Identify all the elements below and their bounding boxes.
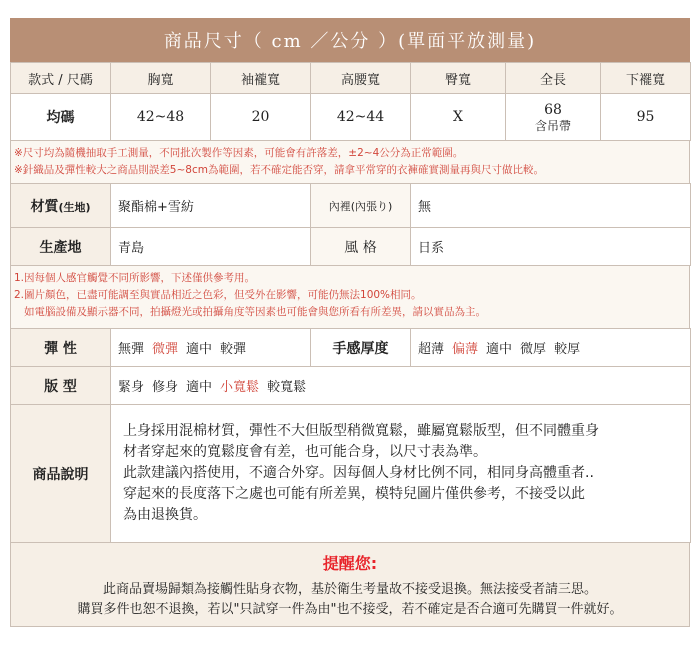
header-hip: 臀寬 — [411, 63, 506, 94]
reminder-line-2: 購買多件也恕不退換，若以"只試穿一件為由"也不接受，若不確定是否合適可先購買一件就好。 — [77, 602, 623, 617]
size-table-title: 商品尺寸（ cm ／公分 ）(單面平放測量) — [10, 18, 690, 62]
header-armhole: 袖襱寬 — [211, 63, 311, 94]
origin-row — [11, 228, 691, 266]
description-line: 材者穿起來的寬鬆度會有差，也可能合身，以尺寸表為準。 — [123, 444, 487, 460]
color-notes — [10, 266, 690, 328]
material-table — [10, 183, 691, 266]
thickness-option: 較厚 — [554, 342, 581, 357]
fit-option: 適中 — [186, 380, 213, 395]
thickness-option: 適中 — [486, 342, 513, 357]
fit-options — [111, 367, 691, 405]
chest-value: 42~48 — [111, 94, 211, 141]
thickness-option: 微厚 — [520, 342, 547, 357]
hip-value: X — [411, 94, 506, 141]
elasticity-option: 適中 — [186, 342, 213, 357]
fit-label: 版 型 — [11, 367, 111, 405]
material-label: 材質 — [30, 198, 59, 215]
armhole-value: 20 — [211, 94, 311, 141]
origin-value: 青島 — [111, 228, 311, 266]
fit-option: 較寬鬆 — [267, 380, 307, 395]
description-line: 穿起來的長度落下之處也可能有所差異，模特兒圖片僅供參考，不接受以此 — [123, 486, 585, 502]
material-label-cell — [11, 184, 111, 228]
header-size: 款式 / 尺碼 — [11, 63, 111, 94]
header-high-waist: 高腰寬 — [311, 63, 411, 94]
size-table-header-row — [11, 63, 691, 94]
color-note-3: 如電腦設備及顯示器不同，拍攝燈光或拍攝角度等因素也可能會與您所看有所差異，請以實品為主。 — [24, 306, 486, 318]
fit-row — [11, 367, 691, 405]
origin-label: 生產地 — [11, 228, 111, 266]
description-line: 為由退換貨。 — [123, 507, 207, 523]
color-note-1: 1.因每個人感官觸覺不同所影響，下述僅供參考用。 — [14, 272, 256, 284]
description-label: 商品說明 — [11, 405, 111, 543]
size-notes — [10, 141, 690, 183]
length-cell — [506, 94, 601, 141]
material-row — [11, 184, 691, 228]
elasticity-row — [11, 329, 691, 367]
thickness-option: 超薄 — [418, 342, 445, 357]
reminder-line-1: 此商品賣場歸類為接觸性貼身衣物，基於衛生考量故不接受退換。無法接受者請三思。 — [102, 582, 597, 597]
high-waist-value: 42~44 — [311, 94, 411, 141]
elasticity-option: 較彈 — [220, 342, 247, 357]
size-table-row — [11, 94, 691, 141]
fit-option: 修身 — [152, 380, 179, 395]
color-note-2: 2.圖片顏色，已盡可能調至與實品相近之色彩，但受外在影響，可能仍無法100%相同。 — [14, 289, 422, 301]
description-text — [111, 405, 691, 543]
thickness-options — [411, 329, 691, 367]
attributes-table — [10, 328, 691, 543]
thickness-label: 手感厚度 — [311, 329, 411, 367]
reminder-title: 提醒您: — [322, 554, 378, 573]
header-hem: 下襬寬 — [601, 63, 691, 94]
size-table — [10, 62, 691, 141]
fit-option: 緊身 — [118, 380, 145, 395]
style-label: 風 格 — [311, 228, 411, 266]
size-note-1: ※尺寸均為隨機抽取手工測量，不同批次製作等因素，可能會有許落差，±2~4公分為正常範圍。 — [14, 147, 464, 159]
material-value: 聚酯棉+雪紡 — [111, 184, 311, 228]
description-line: 此款建議內搭使用，不適合外穿。因每個人身材比例不同，相同身高體重者.. — [123, 465, 594, 481]
header-chest: 胸寬 — [111, 63, 211, 94]
elasticity-options — [111, 329, 311, 367]
hem-value: 95 — [601, 94, 691, 141]
size-note-2: ※針織品及彈性較大之商品則誤差5~8cm為範圍，若不確定能否穿，請拿平常穿的衣褲確實測量再與尺寸做比較。 — [14, 164, 544, 176]
size-value: 均碼 — [11, 94, 111, 141]
header-length: 全長 — [506, 63, 601, 94]
lining-value: 無 — [411, 184, 691, 228]
lining-label: 內裡(內張り) — [311, 184, 411, 228]
fit-option-selected: 小寬鬆 — [220, 380, 260, 395]
style-value: 日系 — [411, 228, 691, 266]
product-info-panel — [10, 18, 690, 627]
material-label-sub: (生地) — [58, 200, 91, 214]
length-note: 含吊帶 — [534, 119, 571, 133]
elasticity-option: 無彈 — [118, 342, 145, 357]
reminder-box — [10, 543, 690, 627]
description-row — [11, 405, 691, 543]
description-line: 上身採用混棉材質，彈性不大但版型稍微寬鬆，雖屬寬鬆版型，但不同體重身 — [123, 423, 599, 439]
elasticity-option-selected: 微彈 — [152, 342, 179, 357]
thickness-option-selected: 偏薄 — [452, 342, 479, 357]
length-value: 68 — [544, 102, 562, 118]
elasticity-label: 彈 性 — [11, 329, 111, 367]
